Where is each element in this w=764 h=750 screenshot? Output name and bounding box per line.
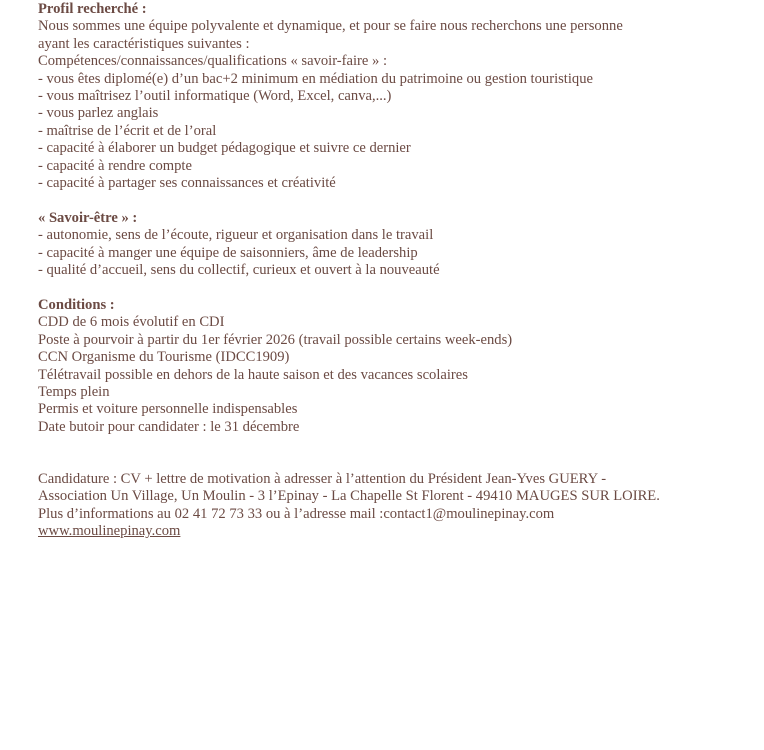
competence-item: - vous parlez anglais [38, 105, 159, 122]
savoir-etre-item: - autonomie, sens de l’écoute, rigueur et organisation dans le travail [38, 227, 434, 244]
savoir-etre-heading: « Savoir-être » : [38, 209, 138, 226]
condition-item: Poste à pourvoir à partir du 1er février 2026 (travail possible certains week-ends) [38, 331, 513, 348]
condition-item: CDD de 6 mois évolutif en CDI [38, 314, 225, 331]
competence-item: - maîtrise de l’écrit et de l’oral [38, 122, 217, 139]
profil-intro-line-1: Nous sommes une équipe polyvalente et dynamique, et pour se faire nous recherchons une personne [38, 18, 623, 35]
condition-item: Permis et voiture personnelle indispensables [38, 401, 298, 418]
candidature-line-2: Association Un Village, Un Moulin - 3 l’Epinay - La Chapelle St Florent - 49410 MAUGES SUR LOIRE. [38, 488, 660, 505]
condition-item: CCN Organisme du Tourisme (IDCC1909) [38, 349, 290, 366]
competence-item: - vous êtes diplomé(e) d’un bac+2 minimum en médiation du patrimoine ou gestion touristique [38, 70, 593, 87]
profil-intro-line-2: ayant les caractéristiques suivantes : [38, 35, 250, 52]
competence-item: - capacité à rendre compte [38, 157, 192, 174]
spacer [38, 192, 753, 209]
profil-heading: Profil recherché : [38, 1, 147, 17]
savoir-etre-item: - capacité à manger une équipe de saisonniers, âme de leadership [38, 244, 418, 261]
spacer [38, 436, 753, 471]
condition-item: Date butoir pour candidater : le 31 décembre [38, 418, 300, 435]
spacer [38, 279, 753, 296]
competence-item: - capacité à élaborer un budget pédagogique et suivre ce dernier [38, 140, 411, 157]
competences-heading: Compétences/connaissances/qualifications « savoir-faire » : [38, 53, 388, 70]
conditions-heading: Conditions : [38, 296, 115, 313]
candidature-line-3: Plus d’informations au 02 41 72 73 33 ou à l’adresse mail :contact1@moulinepinay.com [38, 505, 555, 522]
condition-item: Télétravail possible en dehors de la haute saison et des vacances scolaires [38, 366, 468, 383]
savoir-etre-item: - qualité d’accueil, sens du collectif, curieux et ouvert à la nouveauté [38, 262, 440, 279]
competence-item: - capacité à partager ses connaissances et créativité [38, 175, 336, 192]
website-link[interactable]: www.moulinepinay.com [38, 523, 181, 540]
competence-item: - vous maîtrisez l’outil informatique (Word, Excel, canva,...) [38, 88, 392, 105]
condition-item: Temps plein [38, 383, 110, 400]
job-posting-document [38, 1, 753, 541]
candidature-line-1: Candidature : CV + lettre de motivation à adresser à l’attention du Président Jean-Yves GUERY - [38, 470, 607, 487]
